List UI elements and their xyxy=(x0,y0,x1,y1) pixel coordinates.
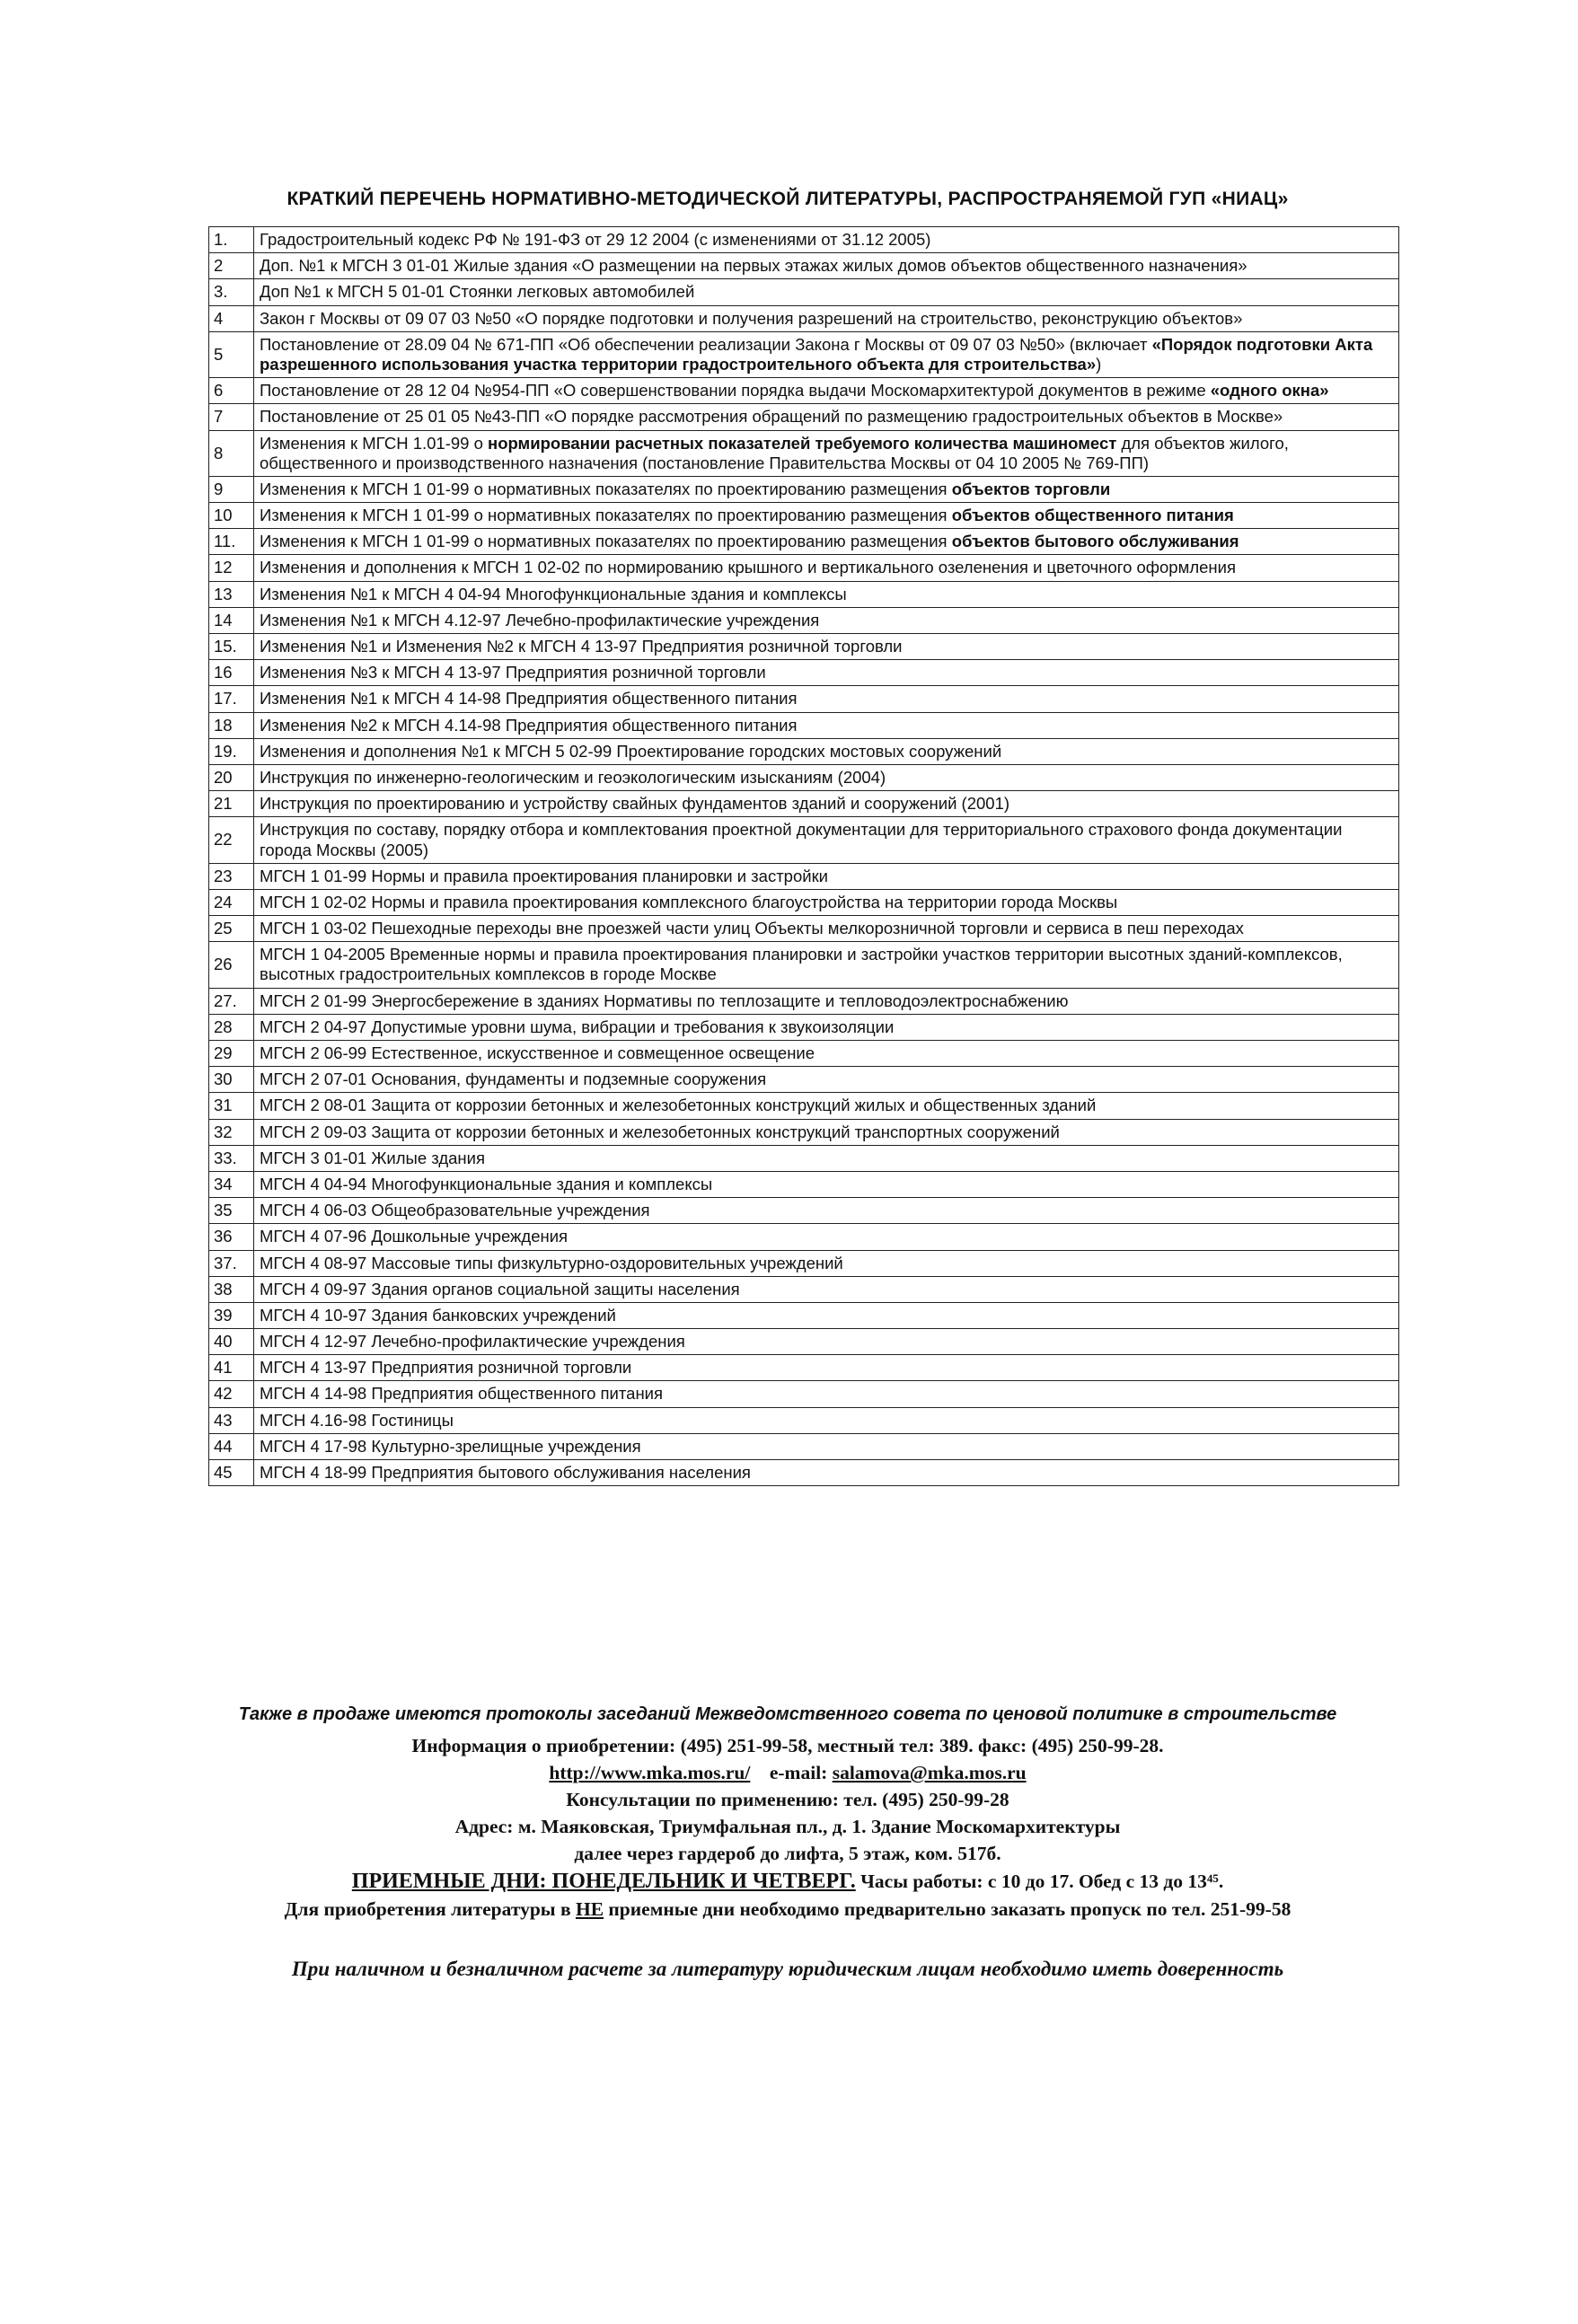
table-row xyxy=(209,1014,1399,1040)
row-number: 37. xyxy=(209,1250,254,1276)
row-title-part: МГСН 2 08-01 Защита от коррозии бетонных и железобетонных конструкций жилых и общественных зданий xyxy=(260,1096,1097,1115)
row-title xyxy=(254,1041,1399,1067)
table-row xyxy=(209,1041,1399,1067)
row-title-part: Изменения и дополнения к МГСН 1 02-02 по нормированию крышного и вертикального озеленения и цветочного оформления xyxy=(260,558,1236,577)
row-title xyxy=(254,1407,1399,1433)
row-number: 9 xyxy=(209,476,254,502)
row-title xyxy=(254,227,1399,253)
row-title-part: Доп №1 к МГСН 5 01-01 Стоянки легковых автомобилей xyxy=(260,282,695,302)
row-number: 18 xyxy=(209,712,254,738)
row-title xyxy=(254,1067,1399,1093)
row-number: 26 xyxy=(209,942,254,988)
non-reception-post: приемные дни необходимо предварительно заказать пропуск по тел. 251-99-58 xyxy=(604,1898,1291,1920)
row-number: 24 xyxy=(209,889,254,915)
contacts-line xyxy=(135,1762,1441,1784)
table-row xyxy=(209,1433,1399,1459)
table-row xyxy=(209,1407,1399,1433)
row-title xyxy=(254,1171,1399,1197)
table-row xyxy=(209,1198,1399,1224)
reception-days: ПРИЕМНЫЕ ДНИ: ПОНЕДЕЛЬНИК И ЧЕТВЕРГ. xyxy=(351,1870,856,1893)
row-title xyxy=(254,712,1399,738)
row-title-part: МГСН 2 07-01 Основания, фундаменты и подземные сооружения xyxy=(260,1070,767,1089)
table-row xyxy=(209,660,1399,686)
row-number: 25 xyxy=(209,916,254,942)
row-number: 23 xyxy=(209,863,254,889)
table-row xyxy=(209,1329,1399,1355)
row-number: 39 xyxy=(209,1302,254,1328)
table-row xyxy=(209,1145,1399,1171)
table-row xyxy=(209,889,1399,915)
row-title xyxy=(254,791,1399,817)
non-reception-ne: НЕ xyxy=(575,1898,604,1920)
row-number: 28 xyxy=(209,1014,254,1040)
row-title-part: МГСН 4 18-99 Предприятия бытового обслуживания населения xyxy=(260,1463,751,1482)
table-row xyxy=(209,1250,1399,1276)
row-title-bold-part: объектов бытового обслуживания xyxy=(951,532,1239,551)
table-row xyxy=(209,686,1399,712)
row-title-part: МГСН 4 12-97 Лечебно-профилактические учреждения xyxy=(260,1332,685,1351)
row-number: 12 xyxy=(209,555,254,581)
table-row xyxy=(209,503,1399,529)
row-title xyxy=(254,686,1399,712)
table-row xyxy=(209,1224,1399,1250)
row-number: 30 xyxy=(209,1067,254,1093)
row-number: 5 xyxy=(209,331,254,377)
row-title-part: Изменения к МГСН 1 01-99 о нормативных показателях по проектированию размещения xyxy=(260,506,952,525)
row-number: 41 xyxy=(209,1355,254,1381)
row-title-part: МГСН 4 14-98 Предприятия общественного питания xyxy=(260,1384,664,1404)
email-label: e-mail: xyxy=(769,1762,828,1783)
row-title-part: Закон г Москвы от 09 07 03 №50 «О порядке подготовки и получения разрешений на строительство, реконструкцию объектов» xyxy=(260,308,1243,328)
row-number: 29 xyxy=(209,1041,254,1067)
table-row xyxy=(209,529,1399,555)
table-row xyxy=(209,1460,1399,1486)
row-title-part: для объектов жилого, общественного и производственного назначения (постановление Правительства Москвы от 04 10 2005 № 769-ПП) xyxy=(260,433,1289,472)
row-number: 3. xyxy=(209,279,254,305)
row-title xyxy=(254,1250,1399,1276)
also-on-sale-note: Также в продаже имеются протоколы заседаний Межведомственного совета по ценовой политике в строительстве xyxy=(238,1704,1337,1724)
table-row xyxy=(209,1302,1399,1328)
row-number: 27. xyxy=(209,988,254,1014)
website-link[interactable]: http://www.mka.mos.ru/ xyxy=(549,1762,751,1783)
row-title xyxy=(254,1276,1399,1302)
row-number: 17. xyxy=(209,686,254,712)
row-title xyxy=(254,331,1399,377)
row-number: 36 xyxy=(209,1224,254,1250)
row-title xyxy=(254,305,1399,331)
row-title xyxy=(254,863,1399,889)
row-title xyxy=(254,1460,1399,1486)
table-row xyxy=(209,331,1399,377)
table-row xyxy=(209,279,1399,305)
table-row xyxy=(209,791,1399,817)
table-row xyxy=(209,1171,1399,1197)
row-number: 15. xyxy=(209,634,254,660)
row-title-part: Инструкция по проектированию и устройству свайных фундаментов зданий и сооружений (2001) xyxy=(260,794,1010,814)
row-title-part: Изменения к МГСН 1 01-99 о нормативных показателях по проектированию размещения xyxy=(260,532,952,551)
row-number: 43 xyxy=(209,1407,254,1433)
power-of-attorney-note: При наличном и безналичном расчете за литературу юридическим лицам необходимо иметь доверенность xyxy=(291,1958,1284,1980)
row-title-bold-part: «одного окна» xyxy=(1210,381,1329,401)
table-row xyxy=(209,1355,1399,1381)
row-title xyxy=(254,942,1399,988)
row-title-bold-part: «Порядок подготовки Акта разрешенного использования участка территории градостроительного объекта для строительства» xyxy=(260,334,1373,374)
row-number: 42 xyxy=(209,1381,254,1407)
row-title-part: Изменения №1 к МГСН 4.12-97 Лечебно-профилактические учреждения xyxy=(260,610,820,629)
row-title-part: МГСН 2 06-99 Естественное, искусственное и совмещенное освещение xyxy=(260,1043,815,1062)
row-number: 6 xyxy=(209,378,254,404)
row-title-part: Изменения №1 к МГСН 4 04-94 Многофункциональные здания и комплексы xyxy=(260,584,847,603)
row-number: 31 xyxy=(209,1093,254,1119)
row-number: 44 xyxy=(209,1433,254,1459)
working-hours: Часы работы: с 10 до 17. Обед с 13 до 13⁴⁵. xyxy=(860,1871,1224,1892)
row-title xyxy=(254,607,1399,633)
row-title-part: МГСН 4.16-98 Гостиницы xyxy=(260,1410,454,1430)
row-title xyxy=(254,889,1399,915)
row-title-part: МГСН 4 08-97 Массовые типы физкультурно-оздоровительных учреждений xyxy=(260,1253,843,1272)
row-title xyxy=(254,1145,1399,1171)
row-number: 21 xyxy=(209,791,254,817)
purchase-info: Информация о приобретении: (495) 251-99-58, местный тел: 389. факс: (495) 250-99-28. xyxy=(411,1735,1164,1756)
row-title-part: Изменения №1 к МГСН 4 14-98 Предприятия общественного питания xyxy=(260,689,798,709)
table-row xyxy=(209,476,1399,502)
row-title-part: МГСН 4 07-96 Дошкольные учреждения xyxy=(260,1227,569,1246)
table-row xyxy=(209,581,1399,607)
row-title-part: Доп. №1 к МГСН 3 01-01 Жилые здания «О размещении на первых этажах жилых домов объектов общественного назначения» xyxy=(260,256,1247,276)
row-title-bold-part: объектов торговли xyxy=(951,479,1111,498)
consult-info: Консультации по применению: тел. (495) 250-99-28 xyxy=(566,1789,1009,1810)
table-row xyxy=(209,988,1399,1014)
table-row xyxy=(209,916,1399,942)
table-row xyxy=(209,1119,1399,1145)
row-title xyxy=(254,916,1399,942)
row-title xyxy=(254,378,1399,404)
row-title xyxy=(254,1355,1399,1381)
row-title xyxy=(254,1014,1399,1040)
row-title-part: Изменения №1 и Изменения №2 к МГСН 4 13-97 Предприятия розничной торговли xyxy=(260,637,903,656)
row-title-bold-part: объектов общественного питания xyxy=(951,506,1234,525)
address: Адрес: м. Маяковская, Триумфальная пл., д. 1. Здание Москомархитектуры xyxy=(454,1816,1121,1837)
row-title xyxy=(254,634,1399,660)
row-title xyxy=(254,1433,1399,1459)
row-title-bold-part: нормировании расчетных показателей требуемого количества машиномест xyxy=(488,433,1117,453)
row-title-part: МГСН 4 06-03 Общеобразовательные учреждения xyxy=(260,1201,650,1220)
row-title-part: МГСН 4 09-97 Здания органов социальной защиты населения xyxy=(260,1279,740,1298)
row-title xyxy=(254,738,1399,764)
table-row xyxy=(209,555,1399,581)
row-title xyxy=(254,555,1399,581)
row-title-part: МГСН 2 09-03 Защита от коррозии бетонных и железобетонных конструкций транспортных сооружений xyxy=(260,1122,1060,1141)
table-row xyxy=(209,404,1399,430)
reception-line xyxy=(135,1870,1441,1894)
row-title xyxy=(254,764,1399,790)
row-title xyxy=(254,817,1399,863)
row-number: 16 xyxy=(209,660,254,686)
row-title-part: МГСН 2 01-99 Энергосбережение в зданиях Нормативы по теплозащите и тепловодоэлектроснабжению xyxy=(260,990,1069,1010)
row-title xyxy=(254,1093,1399,1119)
row-number: 13 xyxy=(209,581,254,607)
row-title xyxy=(254,581,1399,607)
non-reception-pre: Для приобретения литературы в xyxy=(284,1898,576,1920)
table-row xyxy=(209,817,1399,863)
row-title xyxy=(254,279,1399,305)
row-title-part: ) xyxy=(1096,354,1102,374)
row-number: 32 xyxy=(209,1119,254,1145)
row-number: 33. xyxy=(209,1145,254,1171)
row-title-part: Изменения и дополнения №1 к МГСН 5 02-99 Проектирование городских мостовых сооружений xyxy=(260,741,1002,761)
table-row xyxy=(209,227,1399,253)
row-number: 40 xyxy=(209,1329,254,1355)
row-title-part: Изменения №3 к МГСН 4 13-97 Предприятия розничной торговли xyxy=(260,663,766,682)
row-number: 20 xyxy=(209,764,254,790)
table-row xyxy=(209,634,1399,660)
row-title xyxy=(254,660,1399,686)
row-number: 7 xyxy=(209,404,254,430)
row-title xyxy=(254,253,1399,279)
row-title-part: Инструкция по инженерно-геологическим и геоэкологическим изысканиям (2004) xyxy=(260,767,886,787)
table-row xyxy=(209,1067,1399,1093)
table-row xyxy=(209,863,1399,889)
row-title xyxy=(254,1302,1399,1328)
row-title xyxy=(254,430,1399,476)
row-number: 11. xyxy=(209,529,254,555)
row-title xyxy=(254,1119,1399,1145)
table-row xyxy=(209,1093,1399,1119)
table-row xyxy=(209,430,1399,476)
row-title-part: МГСН 4 13-97 Предприятия розничной торговли xyxy=(260,1358,632,1378)
row-title-part: Постановление от 28.09 04 № 671-ПП «Об обеспечении реализации Закона г Москвы от 09 07 03 №50» (включает xyxy=(260,334,1152,354)
row-number: 10 xyxy=(209,503,254,529)
table-row xyxy=(209,607,1399,633)
row-title-part: МГСН 1 02-02 Нормы и правила проектирования комплексного благоустройства на территории города Москвы xyxy=(260,892,1118,911)
row-number: 45 xyxy=(209,1460,254,1486)
literature-table xyxy=(208,226,1399,1486)
row-number: 1. xyxy=(209,227,254,253)
table-row xyxy=(209,738,1399,764)
table-row xyxy=(209,1276,1399,1302)
row-title-part: Изменения к МГСН 1.01-99 о xyxy=(260,433,489,453)
row-title-part: Градостроительный кодекс РФ № 191-ФЗ от 29 12 2004 (с изменениями от 31.12 2005) xyxy=(260,230,931,249)
non-reception-note xyxy=(135,1898,1441,1921)
table-row xyxy=(209,305,1399,331)
table-row xyxy=(209,942,1399,988)
row-title-part: Постановление от 25 01 05 №43-ПП «О порядке рассмотрения обращений по размещению градостроительных объектов в Москве» xyxy=(260,407,1283,427)
address-detail: далее через гардероб до лифта, 5 этаж, ком. 517б. xyxy=(574,1843,1001,1864)
row-number: 38 xyxy=(209,1276,254,1302)
table-row xyxy=(209,1381,1399,1407)
table-row xyxy=(209,712,1399,738)
row-number: 4 xyxy=(209,305,254,331)
row-title xyxy=(254,404,1399,430)
page-title: КРАТКИЙ ПЕРЕЧЕНЬ НОРМАТИВНО-МЕТОДИЧЕСКОЙ ЛИТЕРАТУРЫ, РАСПРОСТРАНЯЕМОЙ ГУП «НИАЦ» xyxy=(287,189,1289,209)
row-title-part: Изменения к МГСН 1 01-99 о нормативных показателях по проектированию размещения xyxy=(260,479,952,498)
row-title-part: Изменения №2 к МГСН 4.14-98 Предприятия общественного питания xyxy=(260,715,798,735)
row-number: 35 xyxy=(209,1198,254,1224)
row-title-part: Постановление от 28 12 04 №954-ПП «О совершенствовании порядка выдачи Москомархитектурой документов в режиме xyxy=(260,381,1211,401)
row-title xyxy=(254,1198,1399,1224)
row-title-part: МГСН 1 03-02 Пешеходные переходы вне проезжей части улиц Объекты мелкорозничной торговли и сервиса в пеш переходах xyxy=(260,919,1244,938)
table-row xyxy=(209,378,1399,404)
row-number: 2 xyxy=(209,253,254,279)
row-title xyxy=(254,503,1399,529)
row-number: 34 xyxy=(209,1171,254,1197)
row-number: 8 xyxy=(209,430,254,476)
row-number: 14 xyxy=(209,607,254,633)
row-title xyxy=(254,1224,1399,1250)
row-title xyxy=(254,476,1399,502)
row-title-part: МГСН 1 04-2005 Временные нормы и правила проектирования планировки и застройки участков территории высотных зданий-комплексов, высотных градостроительных комплексов в городе Москве xyxy=(260,945,1343,984)
table-row xyxy=(209,253,1399,279)
table-row xyxy=(209,764,1399,790)
row-title-part: МГСН 4 04-94 Многофункциональные здания и комплексы xyxy=(260,1174,713,1193)
row-title-part: Инструкция по составу, порядку отбора и комплектования проектной документации для территориального страхового фонда документации города Москвы (2005) xyxy=(260,820,1343,859)
row-number: 19. xyxy=(209,738,254,764)
row-title-part: МГСН 1 01-99 Нормы и правила проектирования планировки и застройки xyxy=(260,866,829,885)
row-title xyxy=(254,988,1399,1014)
email-link[interactable]: salamova@mka.mos.ru xyxy=(832,1762,1027,1783)
row-title-part: МГСН 4 17-98 Культурно-зрелищные учреждения xyxy=(260,1436,641,1456)
row-title-part: МГСН 3 01-01 Жилые здания xyxy=(260,1148,486,1167)
row-title xyxy=(254,529,1399,555)
row-title-part: МГСН 4 10-97 Здания банковских учреждений xyxy=(260,1305,616,1325)
row-title-part: МГСН 2 04-97 Допустимые уровни шума, вибрации и требования к звукоизоляции xyxy=(260,1017,895,1036)
literature-table-body xyxy=(209,227,1399,1486)
row-number: 22 xyxy=(209,817,254,863)
row-title xyxy=(254,1381,1399,1407)
row-title xyxy=(254,1329,1399,1355)
